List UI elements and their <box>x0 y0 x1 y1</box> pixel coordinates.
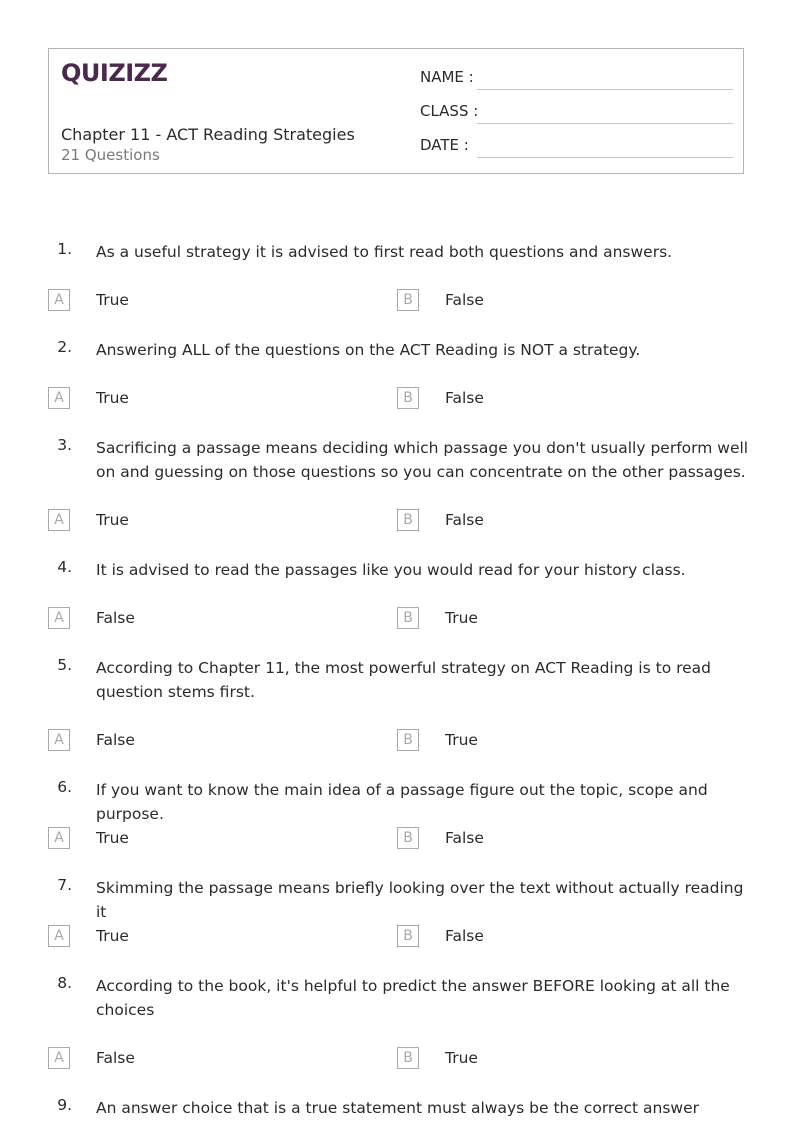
option-b-text: True <box>445 1049 478 1067</box>
option-a-text: True <box>96 389 129 407</box>
option-a-box[interactable]: A <box>48 1047 70 1069</box>
option-a-box[interactable]: A <box>48 729 70 751</box>
option-b-text: False <box>445 389 484 407</box>
option-b-box[interactable]: B <box>397 827 419 849</box>
question-text: Answering ALL of the questions on the ACT Reading is NOT a strategy. <box>96 341 641 359</box>
question-text: According to Chapter 11, the most powerful strategy on ACT Reading is to read question stems first. <box>96 659 712 701</box>
question-text: Sacrificing a passage means deciding which passage you don't usually perform well on and guessing on those questions so you can concentrate on the other passages. <box>96 439 749 481</box>
option-b-box[interactable]: B <box>397 289 419 311</box>
question-text: An answer choice that is a true statement must always be the correct answer <box>96 1099 699 1117</box>
option-a-text: True <box>96 927 129 945</box>
worksheet-header <box>48 48 744 174</box>
question-number: 2. <box>57 338 72 356</box>
question-number: 6. <box>57 778 72 796</box>
option-b-text: False <box>445 927 484 945</box>
class-label: CLASS : <box>420 102 479 120</box>
question-number: 1. <box>57 240 72 258</box>
option-a-box[interactable]: A <box>48 387 70 409</box>
option-a-box[interactable]: A <box>48 827 70 849</box>
question-count: 21 Questions <box>61 146 160 164</box>
question-number: 5. <box>57 656 72 674</box>
class-field[interactable] <box>477 123 733 124</box>
question-number: 8. <box>57 974 72 992</box>
option-a-box[interactable]: A <box>48 289 70 311</box>
option-b-box[interactable]: B <box>397 1047 419 1069</box>
option-b-box[interactable]: B <box>397 387 419 409</box>
option-b-text: False <box>445 511 484 529</box>
option-a-text: True <box>96 511 129 529</box>
name-field[interactable] <box>477 89 733 90</box>
option-a-text: False <box>96 731 135 749</box>
question-text: According to the book, it's helpful to predict the answer BEFORE looking at all the choices <box>96 977 730 1019</box>
option-b-text: True <box>445 731 478 749</box>
option-a-text: False <box>96 1049 135 1067</box>
option-a-text: True <box>96 291 129 309</box>
option-a-box[interactable]: A <box>48 509 70 531</box>
question-number: 7. <box>57 876 72 894</box>
quizizz-logo: QUIZIZZ <box>61 59 168 87</box>
option-a-box[interactable]: A <box>48 925 70 947</box>
option-a-text: True <box>96 829 129 847</box>
question-number: 4. <box>57 558 72 576</box>
date-field[interactable] <box>477 157 733 158</box>
option-a-text: False <box>96 609 135 627</box>
option-a-box[interactable]: A <box>48 607 70 629</box>
question-number: 9. <box>57 1096 72 1114</box>
question-text: It is advised to read the passages like you would read for your history class. <box>96 561 686 579</box>
question-text: Skimming the passage means briefly looking over the text without actually reading it <box>96 879 744 921</box>
name-label: NAME : <box>420 68 474 86</box>
option-b-box[interactable]: B <box>397 729 419 751</box>
option-b-text: False <box>445 291 484 309</box>
question-text: As a useful strategy it is advised to first read both questions and answers. <box>96 243 673 261</box>
option-b-text: False <box>445 829 484 847</box>
option-b-box[interactable]: B <box>397 509 419 531</box>
option-b-text: True <box>445 609 478 627</box>
option-b-box[interactable]: B <box>397 925 419 947</box>
date-label: DATE : <box>420 136 469 154</box>
question-text: If you want to know the main idea of a passage figure out the topic, scope and purpose. <box>96 781 708 823</box>
option-b-box[interactable]: B <box>397 607 419 629</box>
worksheet-title: Chapter 11 - ACT Reading Strategies <box>61 125 355 144</box>
question-number: 3. <box>57 436 72 454</box>
